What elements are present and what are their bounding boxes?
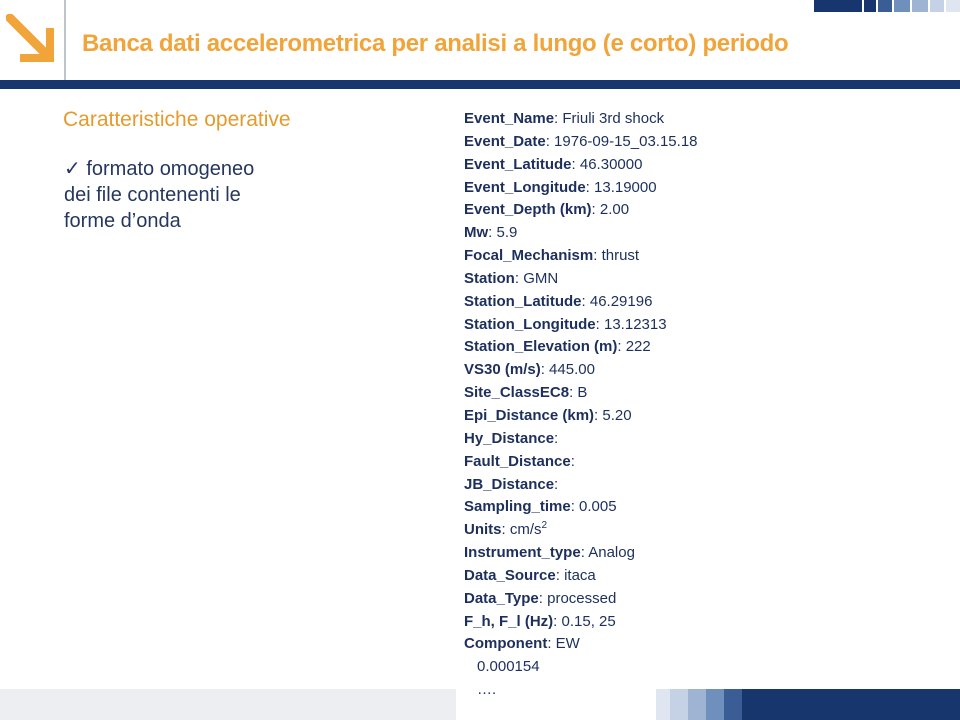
field-key: Focal_Mechanism [464,247,594,265]
file-header-fields [464,108,698,702]
field-row: Focal_Mechanism: thrust [464,247,640,265]
field-value: 222 [625,338,651,356]
field-key: Fault_Distance [464,452,571,470]
field-value: 0.15, 25 [561,612,616,630]
field-row: Epi_Distance (km): 5.20 [464,406,632,424]
field-key: Event_Latitude [464,155,572,173]
field-row: JB_Distance: [464,475,559,493]
field-row: Instrument_type: Analog [464,544,635,562]
field-row: Station_Latitude: 46.29196 [464,292,653,310]
field-key: Event_Name [464,110,555,127]
field-row: Station_Longitude: 13.12313 [464,315,667,333]
bullet-line-1: formato omogeneo [86,158,255,180]
data-ellipsis-row: …. [477,681,497,699]
field-row: Units: $cm/s^2$ [464,520,548,539]
bullet-point [64,156,304,234]
field-value: B [577,384,588,402]
field-key: Event_Longitude [464,178,586,196]
field-value: 5.20 [602,406,632,424]
field-row: Sampling_time: 0.005 [464,498,617,516]
field-key: Station_Elevation (m) [464,338,618,356]
footer-band [0,689,456,720]
field-key: Mw [464,224,489,242]
field-key: Station [464,269,515,287]
field-value: 1976-09-15_03.15.18 [554,132,698,150]
field-value: Analog [588,544,635,562]
field-value: 46.29196 [589,292,653,310]
field-key: Event_Date [464,132,546,150]
field-key: Site_ClassEC8 [464,384,570,402]
field-value: itaca [564,566,596,584]
field-value: EW [555,635,580,653]
field-row: Event_Depth (km): 2.00 [464,201,630,219]
field-row: Station_Elevation (m): 222 [464,338,651,356]
field-superscript: 2 [541,520,548,532]
decorative-squares [814,0,960,12]
field-row: Event_Latitude: 46.30000 [464,155,643,173]
field-key: Event_Depth (km) [464,201,592,219]
check-icon: ✓ [64,158,81,180]
field-row: Component: EW [464,635,580,653]
field-key: Hy_Distance [464,429,555,447]
field-key: Units [464,521,502,539]
header-divider [64,0,66,84]
field-key: Data_Source [464,566,556,584]
section-heading: Caratteristiche operative [63,108,291,131]
field-value: processed [547,589,617,607]
field-row: Station: GMN [464,269,559,287]
field-key: Component [464,635,548,653]
header-bar [0,80,960,89]
field-row: Event_Name: Friuli 3rd shock [464,110,665,127]
field-key: Data_Type [464,589,539,607]
field-key: Station_Latitude [464,292,582,310]
field-row: Site_ClassEC8: B [464,384,588,402]
field-value: 5.9 [496,224,518,242]
field-value: cm/s [509,521,542,539]
field-row: Event_Date: 1976-09-15_03.15.18 [464,132,698,150]
page-title: Banca dati accelerometrica per analisi a lungo (e corto) periodo [82,30,789,57]
field-value: thrust [601,247,640,265]
field-value: 445.00 [549,361,595,379]
field-value: 46.30000 [579,155,643,173]
field-value: 0.005 [579,498,617,516]
bullet-line-2: dei file contenenti le [64,184,241,206]
field-row: VS30 (m/s): 445.00 [464,361,595,379]
field-key: Epi_Distance (km) [464,406,595,424]
field-key: VS30 (m/s) [464,361,541,379]
field-value: 2.00 [599,201,630,219]
field-row: Hy_Distance: [464,429,559,447]
bullet-line-3: forme d’onda [64,210,181,232]
field-value: 13.19000 [594,178,657,196]
field-row: Event_Longitude: 13.19000 [464,178,657,196]
field-row: Mw: 5.9 [464,224,518,242]
field-key: F_h, F_l (Hz) [464,612,554,630]
field-key: JB_Distance [464,475,555,493]
field-key: Instrument_type [464,544,581,562]
field-key: Sampling_time [464,498,571,516]
field-value: 13.12313 [604,315,667,333]
field-row: Data_Type: processed [464,589,617,607]
field-key: Station_Longitude [464,315,596,333]
field-value: GMN [523,269,559,287]
field-row: Fault_Distance: [464,452,575,470]
field-row: F_h, F_l (Hz): 0.15, 25 [464,612,616,630]
footer-blocks [656,689,960,720]
field-value: Friuli 3rd shock [562,110,665,127]
logo-arrow-icon [6,14,56,64]
field-row: Data_Source: itaca [464,566,596,584]
data-value-row: 0.000154 [477,658,540,676]
